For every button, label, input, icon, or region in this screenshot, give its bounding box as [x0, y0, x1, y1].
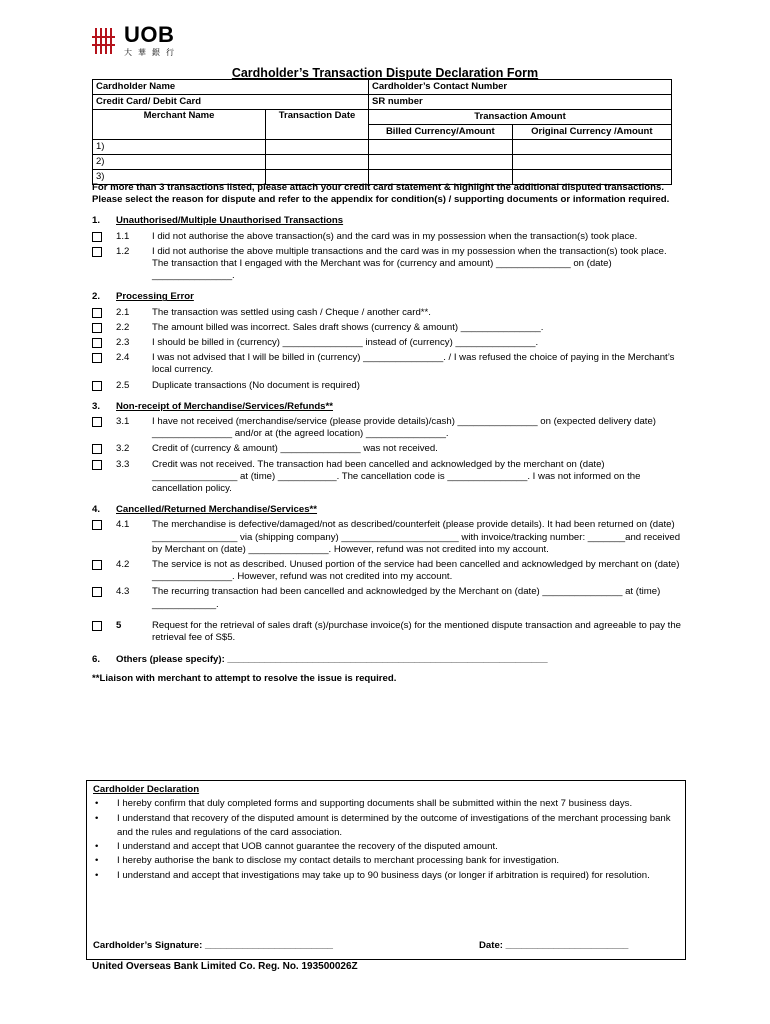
item-number: 4.3	[116, 586, 130, 598]
item-text: The recurring transaction had been cancelled and acknowledged by the Merchant on (date) _______________ at (time) ____________.	[152, 586, 661, 610]
list-item: • I hereby authorise the bank to disclose my contact details to merchant processing bank for investigation.	[117, 854, 677, 868]
section-title: Processing Error	[116, 291, 194, 303]
item-text: I did not authorise the above transaction(s) and the card was in my possession when the transaction(s) took place.	[152, 230, 638, 242]
item-number: 3.1	[116, 416, 130, 428]
checkbox[interactable]	[92, 520, 102, 530]
item-text: I have not received (merchandise/service (please provide details)/cash) _______________ on (expected delivery date) _______________ and/or at (the agreed location) _______________.	[152, 416, 656, 440]
section-title: Cancelled/Returned Merchandise/Services**	[116, 504, 318, 516]
section-number: 1.	[92, 215, 101, 227]
item-number: 4.2	[116, 559, 130, 571]
original-currency-header: Original Currency /Amount	[512, 125, 671, 140]
liaison-note: **Liaison with merchant to attempt to resolve the issue is required.	[92, 672, 397, 684]
list-item	[92, 322, 682, 334]
table-cell[interactable]	[369, 155, 513, 170]
row-number: 3)	[93, 170, 266, 185]
section-number: 3.	[92, 400, 101, 412]
logo-chinese: 大華銀行	[124, 48, 180, 57]
row-number: 1)	[93, 140, 266, 155]
checkbox[interactable]	[92, 353, 102, 363]
checkbox[interactable]	[92, 460, 102, 470]
item-text: The merchandise is defective/damaged/not as described/counterfeit (please provide details). It had been returned on (date) ________________ via (shipping company) ______________________ with invoice/tracking number: _______and received by Merchant on (date) _______________. However, refund was not credited into my account.	[152, 519, 681, 555]
item-text: The service is not as described. Unused portion of the service had been cancelled and acknowledged by merchant on (date) _______________. However, refund was not credited into my account.	[152, 559, 680, 583]
list-item	[92, 586, 682, 610]
transaction-table	[92, 79, 672, 185]
list-item	[92, 559, 682, 583]
item-text: Credit was not received. The transaction had been cancelled and acknowledged by the merchant on (date) ________________ at (time) ___________. The cancellation code is _______________. I was not informed on the cancellation policy.	[152, 458, 641, 495]
declaration-list	[87, 797, 685, 883]
page-title: Cardholder’s Transaction Dispute Declaration Form	[231, 66, 539, 80]
table-cell[interactable]	[512, 140, 671, 155]
logo-word: UOB	[124, 22, 175, 47]
checkbox[interactable]	[92, 323, 102, 333]
table-cell[interactable]	[512, 155, 671, 170]
others-text: Others (please specify): ____________________________________________________________	[116, 654, 548, 666]
signature-field[interactable]: Cardholder’s Signature: ________________________	[93, 940, 333, 951]
section-title: Non-receipt of Merchandise/Services/Refunds**	[116, 400, 333, 412]
footer-company-reg: United Overseas Bank Limited Co. Reg. No. 193500026Z	[92, 961, 358, 972]
item-number: 3.2	[116, 443, 130, 455]
item-text: The transaction was settled using cash / Cheque / another card**.	[152, 306, 431, 318]
transaction-amount-header: Transaction Amount	[369, 110, 672, 125]
table-cell[interactable]	[369, 140, 513, 155]
item-number: 5	[116, 619, 122, 631]
list-item	[92, 519, 682, 556]
others-field[interactable]	[92, 654, 682, 666]
cardholder-declaration-box	[86, 780, 686, 960]
checkbox[interactable]	[92, 444, 102, 454]
checkbox[interactable]	[92, 232, 102, 242]
item-number: 2.3	[116, 337, 130, 349]
table-cell[interactable]	[266, 155, 369, 170]
checkbox[interactable]	[92, 381, 102, 391]
sr-number-label: SR number	[369, 95, 672, 110]
date-field[interactable]: Date: _______________________	[479, 940, 629, 951]
section-retrieval	[92, 620, 682, 644]
item-text: Credit of (currency & amount) _______________ was not received.	[152, 443, 438, 455]
item-text: The amount billed was incorrect. Sales draft shows (currency & amount) _______________.	[152, 321, 544, 333]
item-text: I did not authorise the above multiple transactions and the card was in my possession when the transaction(s) took place. The transaction that I engaged with the Merchant was for (currency and amount) ______________ on (date) _______________.	[152, 245, 667, 282]
list-item	[92, 459, 682, 496]
section-unauthorised	[92, 215, 682, 282]
section-title: Unauthorised/Multiple Unauthorised Transactions	[116, 215, 344, 227]
list-item	[92, 307, 682, 319]
form-content	[92, 182, 682, 685]
list-item	[92, 620, 682, 644]
item-number: 3.3	[116, 458, 130, 470]
table-cell[interactable]	[266, 140, 369, 155]
item-number: 1.2	[116, 245, 130, 257]
checkbox[interactable]	[92, 308, 102, 318]
list-item: • I understand and accept that UOB cannot guarantee the recovery of the disputed amount.	[117, 840, 677, 854]
item-number: 2.2	[116, 321, 130, 333]
checkbox[interactable]	[92, 338, 102, 348]
row-number: 2)	[93, 155, 266, 170]
item-number: 1.1	[116, 230, 130, 242]
credit-card-label: Credit Card/ Debit Card	[93, 95, 369, 110]
item-text: Request for the retrieval of sales draft (s)/purchase invoice(s) for the mentioned dispute transaction and agreeable to pay the retrieval fee of S$5.	[152, 619, 682, 644]
transaction-date-header: Transaction Date	[266, 110, 369, 140]
contact-number-label: Cardholder’s Contact Number	[369, 80, 672, 95]
list-item	[92, 443, 682, 455]
item-number: 4.1	[116, 519, 130, 531]
section-number: 4.	[92, 504, 101, 516]
uob-logo	[92, 24, 180, 58]
list-item	[92, 246, 682, 283]
item-text: Duplicate transactions (No document is required)	[152, 379, 360, 391]
section-non-receipt	[92, 401, 682, 495]
uob-emblem-icon	[92, 28, 118, 54]
cardholder-name-label: Cardholder Name	[93, 80, 369, 95]
section-cancelled-returned	[92, 504, 682, 611]
table-row	[93, 140, 672, 155]
list-item	[92, 380, 682, 392]
declaration-title: Cardholder Declaration	[93, 784, 200, 795]
table-row	[93, 155, 672, 170]
billed-currency-header: Billed Currency/Amount	[369, 125, 513, 140]
item-number: 2.4	[116, 352, 130, 364]
section-processing-error	[92, 291, 682, 391]
checkbox[interactable]	[92, 621, 102, 631]
checkbox[interactable]	[92, 560, 102, 570]
list-item	[92, 416, 682, 440]
section-number: 2.	[92, 291, 101, 303]
checkbox[interactable]	[92, 587, 102, 597]
item-text: I was not advised that I will be billed in (currency) _______________. / I was refused the choice of paying in the Merchant’s local currency.	[152, 352, 675, 376]
checkbox[interactable]	[92, 417, 102, 427]
checkbox[interactable]	[92, 247, 102, 257]
list-item	[92, 337, 682, 349]
section-number: 6.	[92, 654, 101, 666]
list-item: • I hereby confirm that duly completed forms and supporting documents shall be submitted within the next 7 business days.	[117, 797, 677, 811]
list-item: • I understand and accept that investigations may take up to 90 business days (or longer if arbitration is required) for resolution.	[117, 869, 677, 883]
list-item: • I understand that recovery of the disputed amount is determined by the outcome of investigations of the merchant processing bank and the rules and regulations of the card association.	[117, 812, 677, 841]
item-number: 2.1	[116, 306, 130, 318]
item-text: I should be billed in (currency) _______________ instead of (currency) _______________.	[152, 337, 539, 349]
list-item	[92, 352, 682, 376]
intro-note: For more than 3 transactions listed, please attach your credit card statement & highlight the additional disputed transactions. Please select the reason for dispute and refer to the appendix for condition(s) / supporting documents or information required.	[92, 182, 670, 206]
merchant-name-header: Merchant Name	[93, 110, 266, 140]
list-item	[92, 231, 682, 243]
item-number: 2.5	[116, 379, 130, 391]
